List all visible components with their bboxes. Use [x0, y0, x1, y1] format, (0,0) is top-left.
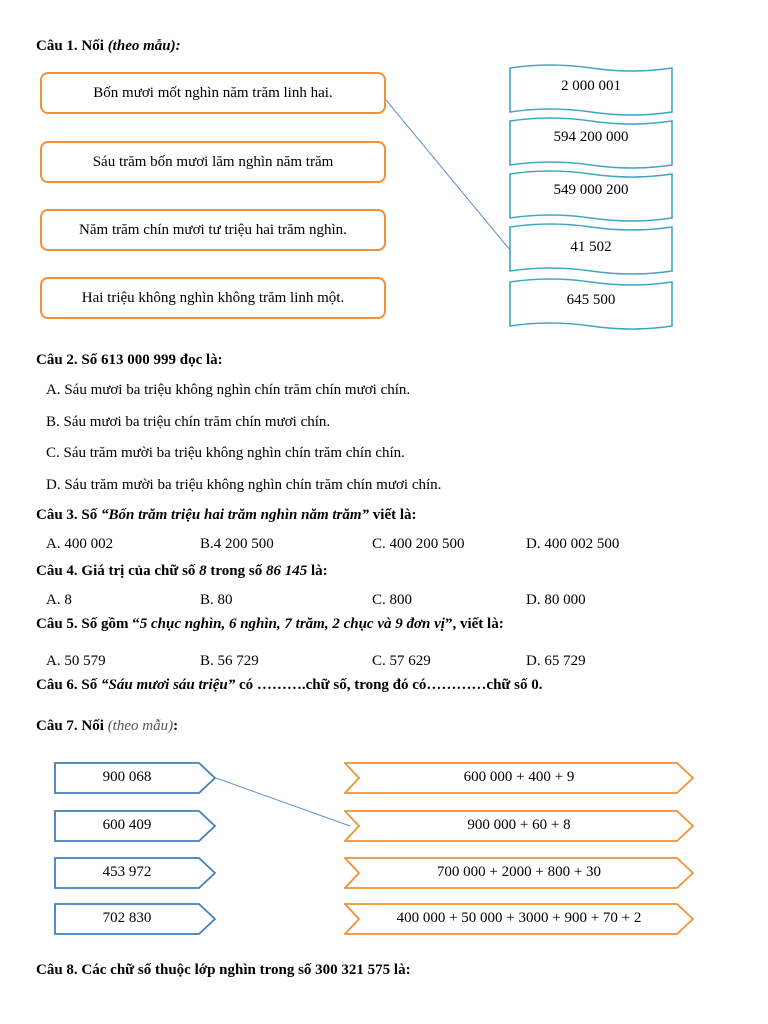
q4-option-d[interactable]: D. 80 000 [526, 592, 586, 608]
q6-heading [36, 677, 543, 694]
q6-quote: “Sáu mươi sáu triệu” [101, 677, 236, 693]
q6-prefix: Câu 6. Số [36, 677, 102, 693]
q7-heading [36, 718, 178, 735]
q1-right-label: 645 500 [566, 292, 616, 308]
q1-left-label: Bốn mươi mốt nghìn năm trăm linh hai. [93, 84, 333, 101]
q1-left-box-1[interactable] [40, 72, 386, 114]
q1-hint: (theo mẫu): [107, 38, 181, 54]
q7-left-box-3[interactable] [54, 857, 216, 889]
q7-title: Câu 7. Nối [36, 718, 104, 734]
q7-hint: (theo mẫu) [107, 718, 174, 734]
q8-heading: Câu 8. Các chữ số thuộc lớp nghìn trong số 300 321 575 là: [36, 962, 411, 978]
q7-left-label: 900 068 [102, 769, 152, 785]
q7-left-box-1[interactable] [54, 762, 216, 794]
q4-heading [36, 563, 328, 580]
q7-left-box-4[interactable] [54, 903, 216, 935]
q7-right-label: 600 000 + 400 + 9 [463, 769, 575, 785]
q3-prefix: Câu 3. Số [36, 507, 102, 523]
q1-right-label: 41 502 [570, 239, 612, 255]
q4-digit: 8 [199, 563, 207, 579]
q5-option-b[interactable]: B. 56 729 [200, 653, 259, 669]
q7-left-box-2[interactable] [54, 810, 216, 842]
q7-left-label: 600 409 [102, 817, 152, 833]
q5-quote: 5 chục nghìn, 6 nghìn, 7 trăm, 2 chục và 9 đơn vị [139, 616, 445, 632]
q3-option-c[interactable]: C. 400 200 500 [372, 536, 465, 552]
q3-suffix: viết là: [369, 507, 417, 523]
q1-right-flag-1[interactable] [508, 64, 674, 118]
q2-option-d[interactable]: D. Sáu trăm mười ba triệu không nghìn chín trăm chín mươi chín. [46, 477, 442, 493]
q7-right-box-1[interactable] [344, 762, 694, 794]
q1-left-box-3[interactable] [40, 209, 386, 251]
q4-number: 86 145 [265, 563, 308, 579]
q1-right-flag-4[interactable] [508, 223, 674, 277]
q5-suffix: ”, viết là: [444, 616, 504, 632]
q6-suffix: có ……….chữ số, trong đó có…………chữ số 0. [235, 677, 543, 693]
q1-right-label: 594 200 000 [553, 129, 629, 145]
q1-right-flag-2[interactable] [508, 117, 674, 171]
q1-left-label: Sáu trăm bốn mươi lăm nghìn năm trăm [92, 153, 334, 170]
q4-prefix: Câu 4. Giá trị của chữ số [36, 563, 200, 579]
q1-heading [36, 38, 181, 55]
q1-right-flag-5[interactable] [508, 278, 674, 332]
q5-option-c[interactable]: C. 57 629 [372, 653, 431, 669]
q1-left-box-4[interactable] [40, 277, 386, 319]
q7-right-label: 700 000 + 2000 + 800 + 30 [436, 864, 602, 880]
q7-right-label: 900 000 + 60 + 8 [467, 817, 571, 833]
q3-option-b[interactable]: B.4 200 500 [200, 536, 274, 552]
q7-right-box-2[interactable] [344, 810, 694, 842]
q1-right-label: 2 000 001 [561, 78, 621, 94]
q5-option-d[interactable]: D. 65 729 [526, 653, 586, 669]
q3-quote: “Bốn trăm triệu hai trăm nghìn năm trăm” [101, 507, 370, 523]
q7-left-label: 702 830 [102, 910, 152, 926]
q2-heading: Câu 2. Số 613 000 999 đọc là: [36, 352, 223, 368]
q4-option-a[interactable]: A. 8 [46, 592, 72, 608]
q7-right-box-3[interactable] [344, 857, 694, 889]
q1-example-connector [386, 100, 510, 250]
q4-suffix: là: [307, 563, 328, 579]
q2-option-c[interactable]: C. Sáu trăm mười ba triệu không nghìn chín trăm chín chín. [46, 445, 405, 461]
q1-left-label: Hai triệu không nghìn không trăm linh một. [81, 289, 345, 306]
q7-left-label: 453 972 [102, 864, 152, 880]
q3-option-d[interactable]: D. 400 002 500 [526, 536, 620, 552]
q3-heading [36, 507, 417, 524]
q5-prefix: Câu 5. Số gồm “ [36, 616, 140, 632]
q7-right-label: 400 000 + 50 000 + 3000 + 900 + 70 + 2 [396, 910, 642, 926]
q1-right-label: 549 000 200 [553, 182, 629, 198]
q4-option-b[interactable]: B. 80 [200, 592, 233, 608]
q2-option-b[interactable]: B. Sáu mươi ba triệu chín trăm chín mươi chín. [46, 414, 331, 430]
q1-title: Câu 1. Nối [36, 38, 104, 54]
q4-middle: trong số [206, 563, 266, 579]
q5-heading [36, 616, 504, 633]
q7-example-connector [216, 778, 350, 826]
q1-left-box-2[interactable] [40, 141, 386, 183]
q7-colon: : [173, 718, 179, 734]
q2-option-a[interactable]: A. Sáu mươi ba triệu không nghìn chín trăm chín mươi chín. [46, 382, 411, 398]
q5-option-a[interactable]: A. 50 579 [46, 653, 106, 669]
q1-left-label: Năm trăm chín mươi tư triệu hai trăm nghìn. [79, 221, 347, 238]
q1-right-flag-3[interactable] [508, 170, 674, 224]
q7-right-box-4[interactable] [344, 903, 694, 935]
q3-option-a[interactable]: A. 400 002 [46, 536, 114, 552]
q4-option-c[interactable]: C. 800 [372, 592, 413, 608]
